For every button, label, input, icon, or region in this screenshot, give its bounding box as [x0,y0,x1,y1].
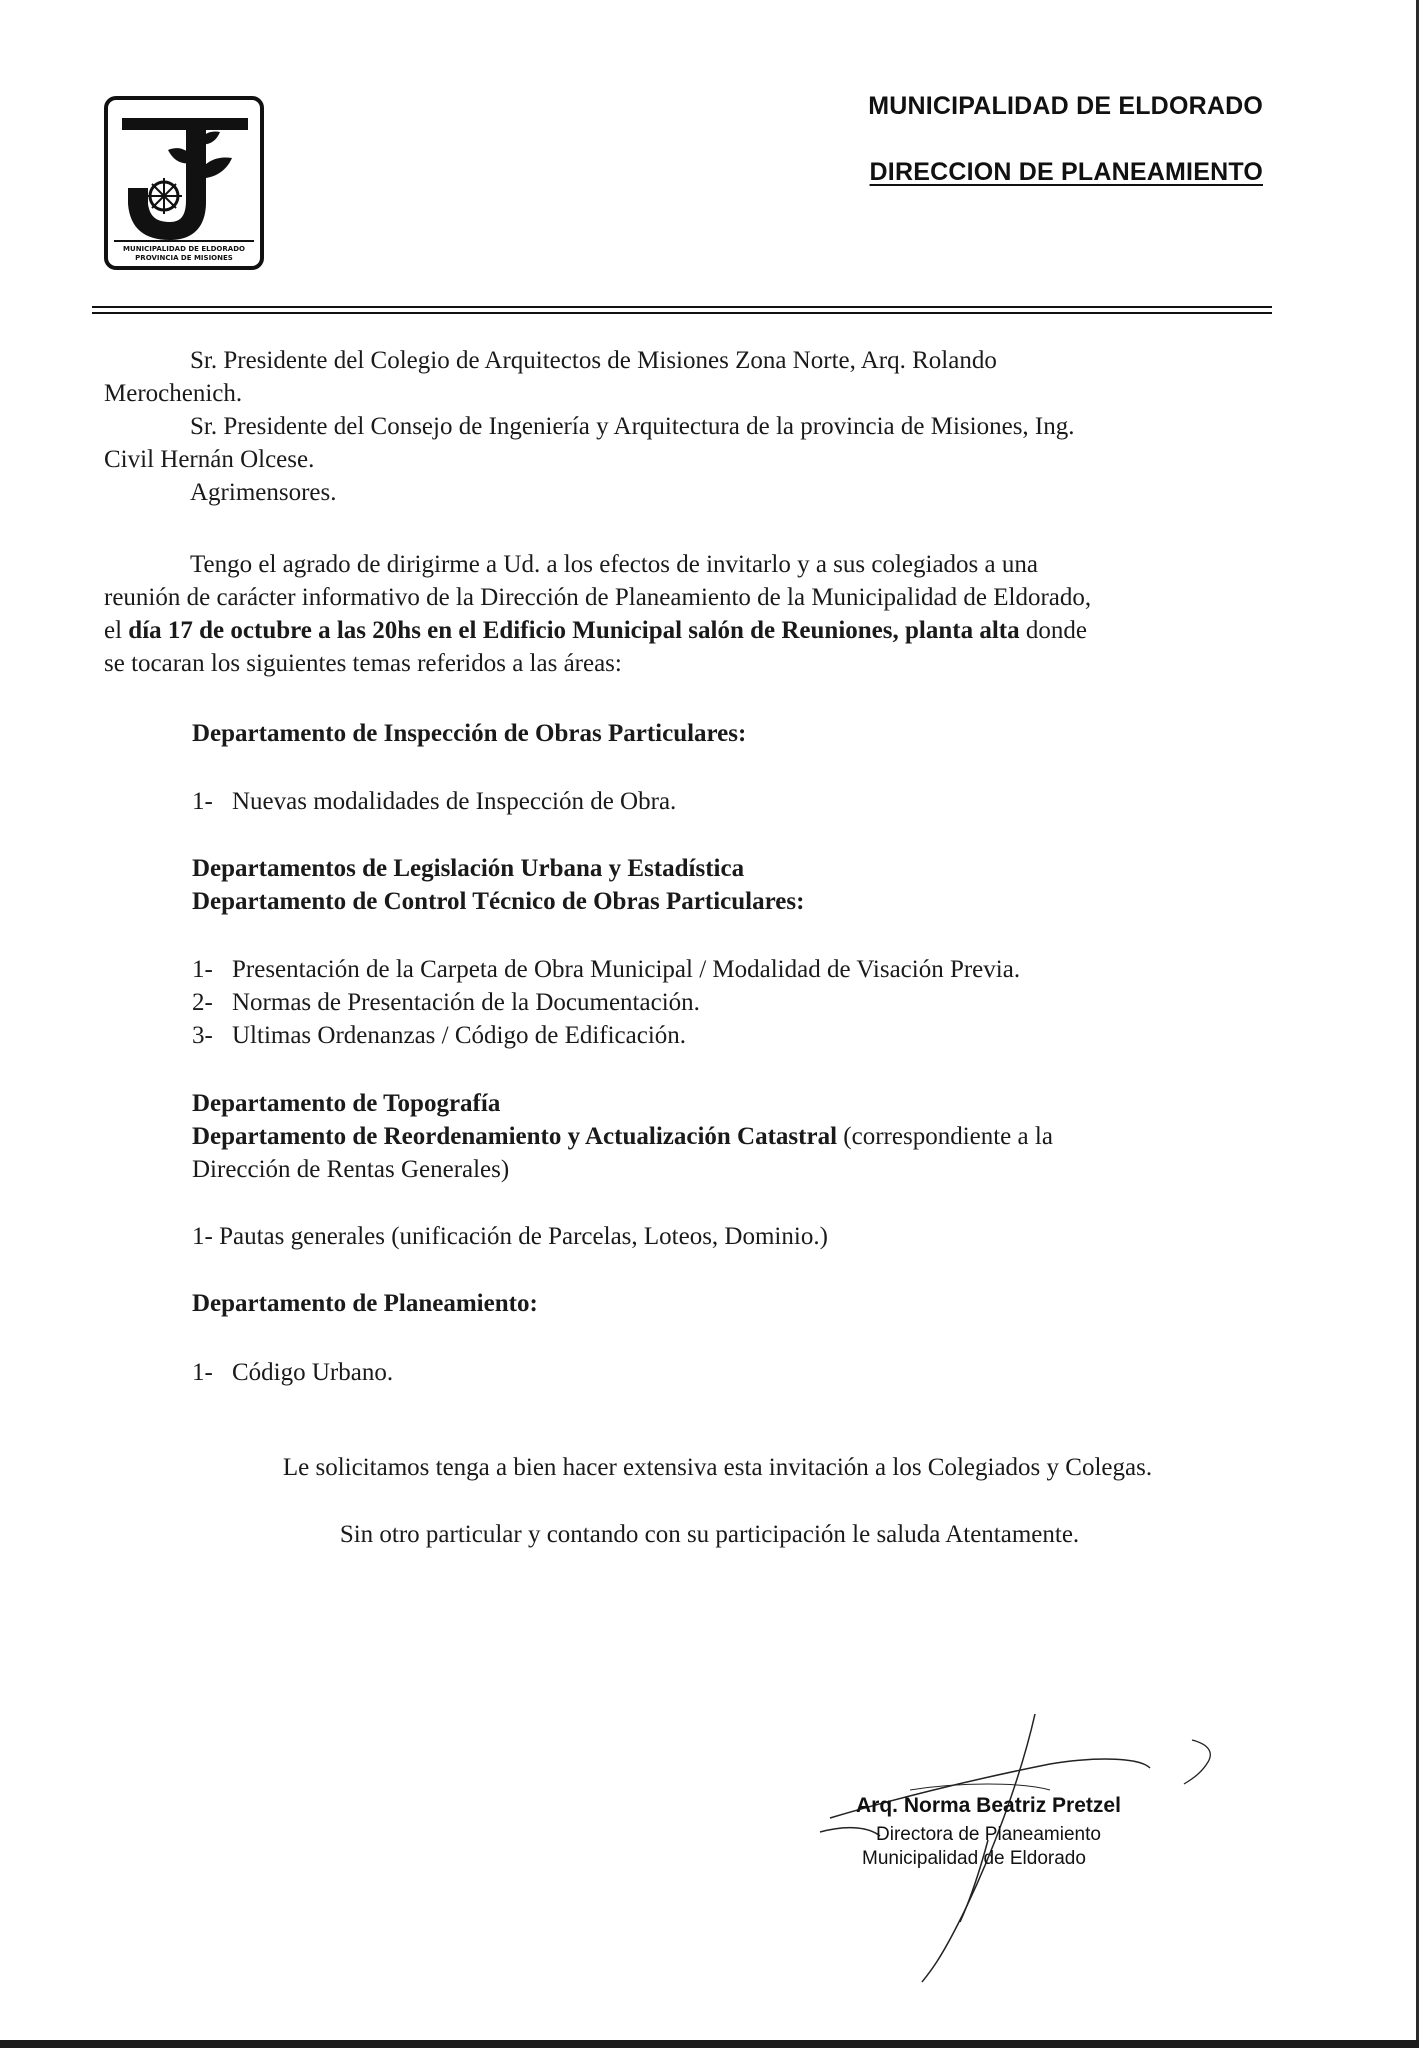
signature-block [810,1700,1250,1990]
section-1-title: Departamento de Inspección de Obras Particulares: [192,720,747,747]
addressee-3: Agrimensores. [190,479,337,506]
item-number: 2- [192,989,213,1016]
item-number: 1- [192,788,213,815]
signatory-institution: Municipalidad de Eldorado [862,1848,1086,1869]
institution-title: MUNICIPALIDAD DE ELDORADO [868,92,1263,120]
section-3-title-b-bold: Departamento de Reordenamiento y Actualización Catastral [192,1123,838,1150]
municipal-logo [104,96,264,270]
section-4-title: Departamento de Planeamiento: [192,1290,538,1317]
intro-line-4: se tocaran los siguientes temas referidos a las áreas: [104,650,622,677]
header-divider [92,306,1272,308]
section-2-item-2 [192,986,700,1019]
closing-farewell: Sin otro particular y contando con su participación le saluda Atentamente. [339,1521,1080,1548]
item-text: Normas de Presentación de la Documentación. [232,989,700,1016]
item-text: Nuevas modalidades de Inspección de Obra. [232,788,677,815]
section-3-title-b-rest: (correspondiente a la [837,1123,1053,1150]
item-number: 3- [192,1022,213,1049]
section-4-item-1 [192,1356,393,1389]
section-2-item-1 [192,953,1020,986]
signatory-name: Arq. Norma Beatriz Pretzel [856,1794,1121,1817]
intro-line-2: reunión de carácter informativo de la Dirección de Planeamiento de la Municipalidad de Eldorado, [104,584,1092,611]
intro-line-3-b: donde [1019,617,1087,644]
section-3-item-1: 1- Pautas generales (unificación de Parcelas, Loteos, Dominio.) [192,1223,828,1250]
section-3-title-a: Departamento de Topografía [192,1090,501,1117]
closing-request: Le solicitamos tenga a bien hacer extensiva esta invitación a los Colegiados y Colegas. [282,1454,1153,1481]
section-3-title-b [192,1120,1053,1153]
item-text: Presentación de la Carpeta de Obra Municipal / Modalidad de Visación Previa. [232,956,1021,983]
addressee-1: Sr. Presidente del Colegio de Arquitectos de Misiones Zona Norte, Arq. Rolando [190,347,997,374]
item-text: Código Urbano. [232,1359,394,1386]
addressee-2: Sr. Presidente del Consejo de Ingeniería y Arquitectura de la provincia de Misiones, Ing. [190,413,1075,440]
signatory-role: Directora de Planeamiento [876,1824,1101,1845]
item-number: 1- [192,956,213,983]
logo-caption-1: MUNICIPALIDAD DE ELDORADO [123,245,245,253]
addressee-block [104,344,1284,509]
section-3-title-c: Dirección de Rentas Generales) [192,1156,510,1183]
meeting-details: día 17 de octubre a las 20hs en el Edificio Municipal salón de Reuniones, planta alta [128,617,1020,644]
section-2-item-3 [192,1019,686,1052]
intro-line-3-a: el [104,617,129,644]
intro-line-3 [104,614,1284,647]
addressee-1-cont: Merochenich. [104,380,243,407]
section-2-title-a: Departamentos de Legislación Urbana y Estadística [192,855,745,882]
item-number: 1- [192,1359,213,1386]
item-text: Ultimas Ordenanzas / Código de Edificación. [232,1022,687,1049]
section-2-title-b: Departamento de Control Técnico de Obras Particulares: [192,888,805,915]
department-title: DIRECCION DE PLANEAMIENTO [869,158,1263,186]
scan-edge-bottom [0,2040,1419,2048]
header-divider-second [92,312,1272,314]
section-1-item-1 [192,785,676,818]
logo-emblem-icon [108,100,260,266]
logo-caption-2: PROVINCIA DE MISIONES [135,254,233,262]
intro-line-1: Tengo el agrado de dirigirme a Ud. a los efectos de invitarlo y a sus colegiados a una [190,551,1038,578]
intro-paragraph [104,548,1284,680]
addressee-2-cont: Civil Hernán Olcese. [104,446,315,473]
